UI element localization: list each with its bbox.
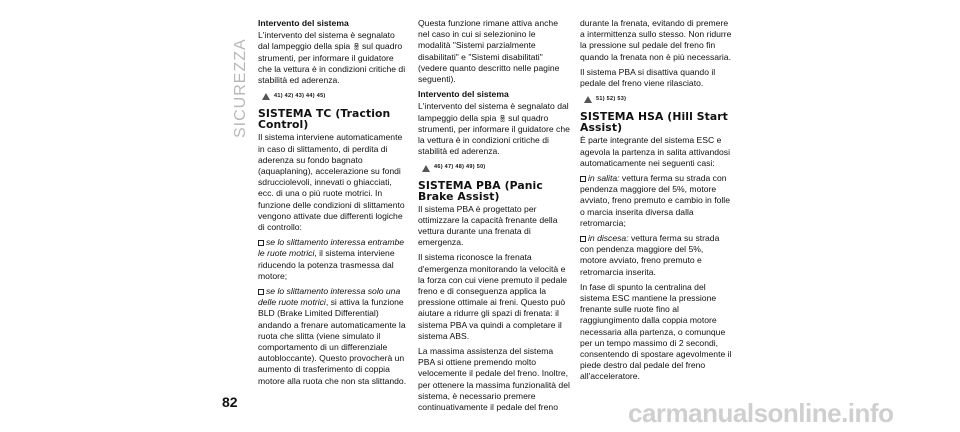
heading-hsa: SISTEMA HSA (Hill Start Assist)	[580, 110, 728, 135]
heading-tc: SISTEMA TC (Traction Control)	[258, 107, 391, 132]
paragraph: Il sistema riconosce la frenata d'emergenza monitorando la velocità e la forza con cui viene premuto il pedale freno e di conseguenza applica la pressione ottimale ai freni. Questo può aiutare a ridurre gli spazi di frenata: il sistema PBA va quindi a completare il sistema ABS.	[418, 252, 568, 341]
text: L'intervento del sistema è segnalato dal lampeggio della spia	[418, 101, 569, 123]
paragraph: La massima assistenza del sistema PBA si ottiene premendo molto velocemente il pedale del freno. Inoltre, per ottenere la massima funzionalità del sistema, è necessario premere continuativamente il pedale del freno	[418, 346, 570, 413]
heading-pba: SISTEMA PBA (Panic Brake Assist)	[418, 178, 543, 203]
bullet-text: , il sistema interviene riducendo la potenza trasmessa dal motore;	[258, 248, 395, 281]
text: sul quadro strumenti, per informare il guidatore che la vettura è in condizioni critiche di stabilità ed aderenza.	[258, 41, 406, 86]
section-name: SICUREZZA	[232, 38, 249, 138]
warning-triangle-icon	[262, 93, 270, 100]
warning-references: 51) 52) 53)	[596, 96, 627, 103]
column-1	[258, 18, 408, 391]
checkbox-bullet-icon	[580, 176, 586, 182]
bullet-italic: se lo slittamento interessa solo una delle ruote motrici	[258, 286, 401, 308]
warning-triangle-icon	[422, 165, 430, 172]
column-2	[418, 18, 570, 417]
checkbox-bullet-icon	[258, 289, 264, 295]
bullet-text: , si attiva la funzione BLD (Brake Limited Differential) andando a frenare automaticamente la ruota che slitta (viene simulato il comportamento di un differenziale autobloccante). Questo provocherà un aumento di trasferimento di coppia motore alla ruota che non sta slittando.	[258, 297, 407, 386]
bullet-text: vettura ferma su strada con pendenza maggiore del 5%, motore avviato, freno premuto e retromarcia inserita.	[580, 233, 720, 277]
paragraph: durante la frenata, evitando di premere a intermittenza sullo stesso. Non ridurre la pressione sul pedale del freno fin quando la frenata non è più necessaria.	[580, 18, 732, 62]
esc-skid-lamp-icon	[353, 43, 360, 50]
subheading-system-intervention: Intervento del sistema	[418, 89, 509, 100]
page-number: 82	[222, 394, 238, 410]
warning-references: 46) 47) 48) 49) 50)	[434, 164, 486, 171]
text: sul quadro strumenti, per informare il guidatore che la vettura è in condizioni critiche di stabilità ed aderenza.	[418, 112, 570, 157]
warning-refs	[422, 162, 570, 173]
paragraph: In fase di spunto la centralina del sistema ESC mantiene la pressione frenante sulle ruote fino al raggiungimento dalla coppia motore necessaria alla partenza, o comunque per un tempo massimo di 2 secondi, consentendo di spostare agevolmente il piede destro dal pedale del freno all'acceleratore.	[580, 281, 732, 382]
paragraph: È parte integrante del sistema ESC e agevola la partenza in salita attivandosi automaticamente nei seguenti casi:	[580, 135, 731, 168]
paragraph: Il sistema PBA è progettato per ottimizzare la capacità frenante della vettura durante una frenata di emergenza.	[418, 203, 558, 248]
warning-triangle-icon	[584, 96, 592, 103]
bullet-item	[258, 237, 408, 282]
bullet-italic: in salita:	[588, 173, 620, 184]
text: L'intervento del sistema è segnalato dal lampeggio della spia	[258, 30, 395, 52]
section-side-label	[230, 20, 250, 140]
subheading-system-intervention: Intervento del sistema	[258, 18, 349, 28]
bullet-italic: se lo slittamento interessa entrambe le ruote motrici	[258, 237, 405, 259]
paragraph: Il sistema PBA si disattiva quando il pedale del freno viene rilasciato.	[580, 66, 716, 89]
bullet-item	[258, 286, 408, 387]
warning-refs	[262, 91, 408, 102]
bullet-italic: in discesa:	[588, 233, 629, 244]
warning-references: 41) 42) 43) 44) 45)	[274, 93, 326, 100]
esc-skid-lamp-icon	[499, 115, 506, 122]
bullet-item	[580, 233, 732, 278]
column-3	[580, 18, 732, 387]
paragraph: Il sistema interviene automaticamente in caso di slittamento, di perdita di aderenza su fondo bagnato (aquaplaning), accelerazione su fondi sdrucciolevoli, innevati o ghiacciati, ecc. di una o più ruote motrici. In funzione delle condizioni di slittamento vengono attivate due differenti logiche di controllo:	[258, 132, 405, 233]
bullet-text: vettura ferma su strada con pendenza maggiore del 5%, motore avviato, freno premuto e cambio in folle o marcia inserita diversa dalla retromarcia;	[580, 173, 730, 228]
paragraph	[418, 101, 570, 157]
watermark: carmanualsonline.info	[628, 398, 894, 428]
bullet-item	[580, 173, 732, 229]
checkbox-bullet-icon	[580, 236, 586, 242]
checkbox-bullet-icon	[258, 240, 264, 246]
paragraph: Questa funzione rimane attiva anche nel caso in cui si selezionino le modalità "Sistemi parzialmente disabilitati" e "Sistemi disabilitati" (vedere quanto descritto nelle pagine seguenti).	[418, 18, 560, 85]
paragraph	[258, 30, 408, 86]
warning-refs	[584, 94, 732, 105]
